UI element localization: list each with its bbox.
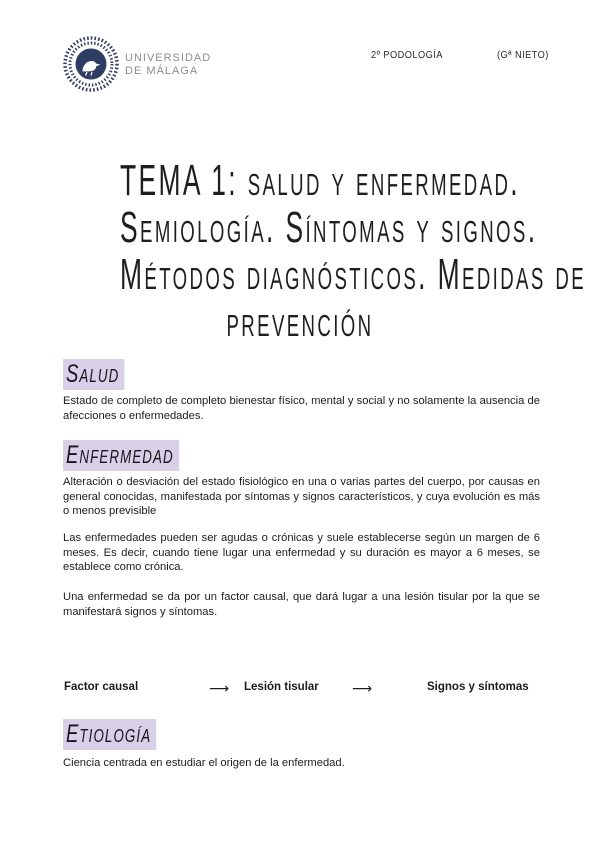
enfermedad-paragraph-2: Las enfermedades pueden ser agudas o crónicas y suele establecerse según un margen de 6 meses. Es decir, cuando tiene lugar una enfermedad y su duración es mayor a 6 meses, se establece como crónica. xyxy=(63,532,540,574)
enfermedad-paragraph-1: Alteración o desviación del estado fisiológico en una o varias partes del cuerpo, por causas en general conocidas, manifestada por síntomas y signos característicos, y cuya evolución es más o menos previsible xyxy=(63,476,540,518)
university-name-line2: DE MÁLAGA xyxy=(125,65,199,77)
section-heading-salud xyxy=(63,359,146,390)
section-heading-enfermedad xyxy=(63,440,220,471)
enfermedad-paragraph-3: Una enfermedad se da por un factor causal, que dará lugar a una lesión tisular por la que se manifestará signos y síntomas. xyxy=(63,591,540,618)
flow-step-lesion-tisular: Lesión tisular xyxy=(244,681,319,693)
etiologia-paragraph: Ciencia centrada en estudiar el origen de la enfermedad. xyxy=(63,757,345,769)
section-heading-enfermedad-text: Enfermedad xyxy=(63,440,179,471)
causal-flow-diagram xyxy=(0,681,600,699)
right-arrow-icon: ⟶ xyxy=(352,680,373,696)
salud-paragraph: Estado de completo de completo bienestar físico, mental y social y no solamente la ausencia de afecciones o enfermedades. xyxy=(63,395,540,422)
page-title xyxy=(0,157,600,345)
author-label: (Gª NIETO) xyxy=(497,49,549,61)
university-malaga-seal-icon xyxy=(63,36,119,92)
section-heading-etiologia-text: Etiología xyxy=(63,719,156,750)
page-title-line-3: Métodos diagnósticos. Medidas de xyxy=(120,250,587,299)
university-name-line1: UNIVERSIDAD xyxy=(125,52,212,64)
page-title-line-4: prevención xyxy=(226,297,374,346)
course-label: 2º PODOLOGÍA xyxy=(371,49,443,61)
page-title-line-2: Semiología. Síntomas y signos. xyxy=(120,203,538,252)
flow-step-factor-causal: Factor causal xyxy=(64,681,139,693)
university-name xyxy=(125,52,211,78)
page-title-line-1: TEMA 1: salud y enfermedad. xyxy=(120,156,521,205)
section-heading-salud-text: Salud xyxy=(63,359,125,390)
flow-step-signos-sintomas: Signos y síntomas xyxy=(427,681,529,693)
right-arrow-icon: ⟶ xyxy=(209,680,230,696)
section-heading-etiologia xyxy=(63,719,189,750)
